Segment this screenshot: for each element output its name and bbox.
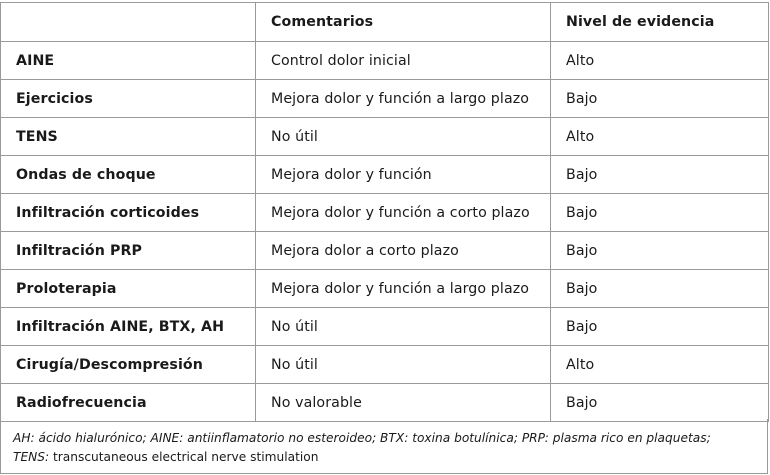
- treatment-cell: Infiltración corticoides: [1, 194, 256, 232]
- footnote-tens-abbr: TENS:: [13, 450, 50, 464]
- table-row: [1, 232, 769, 270]
- evidence-cell: Bajo: [551, 156, 769, 194]
- evidence-cell: Bajo: [551, 232, 769, 270]
- treatment-cell: AINE: [1, 42, 256, 80]
- table-row: [1, 118, 769, 156]
- treatment-cell: TENS: [1, 118, 256, 156]
- header-evidence-level: Nivel de evidencia: [551, 3, 769, 42]
- comment-cell: Mejora dolor a corto plazo: [256, 232, 551, 270]
- treatment-cell: Ejercicios: [1, 80, 256, 118]
- comment-cell: Mejora dolor y función a largo plazo: [256, 270, 551, 308]
- comment-cell: Mejora dolor y función: [256, 156, 551, 194]
- table-row: [1, 80, 769, 118]
- comment-cell: No útil: [256, 346, 551, 384]
- table-row: [1, 42, 769, 80]
- table-row: [1, 156, 769, 194]
- table-row: [1, 308, 769, 346]
- evidence-cell: Bajo: [551, 194, 769, 232]
- header-comments: Comentarios: [256, 3, 551, 42]
- comment-cell: No valorable: [256, 384, 551, 422]
- comment-cell: No útil: [256, 118, 551, 156]
- evidence-cell: Bajo: [551, 80, 769, 118]
- evidence-cell: Bajo: [551, 308, 769, 346]
- treatment-cell: Cirugía/Descompresión: [1, 346, 256, 384]
- header-treatment: [1, 3, 256, 42]
- footnote-tens-line: [13, 448, 755, 467]
- evidence-table: [0, 2, 769, 422]
- comment-cell: Control dolor inicial: [256, 42, 551, 80]
- table-row: [1, 384, 769, 422]
- comment-cell: No útil: [256, 308, 551, 346]
- table-row: [1, 346, 769, 384]
- treatment-cell: Infiltración AINE, BTX, AH: [1, 308, 256, 346]
- treatment-cell: Radiofrecuencia: [1, 384, 256, 422]
- table-footnote: [0, 419, 768, 474]
- table-header-row: [1, 3, 769, 42]
- evidence-cell: Alto: [551, 346, 769, 384]
- evidence-cell: Bajo: [551, 384, 769, 422]
- footnote-abbreviations-line: AH: ácido hialurónico; AINE: antiinflamatorio no esteroideo; BTX: toxina botulínica; PRP: plasma rico en plaquetas;: [13, 431, 711, 445]
- table-row: [1, 270, 769, 308]
- comment-cell: Mejora dolor y función a corto plazo: [256, 194, 551, 232]
- table-row: [1, 194, 769, 232]
- comment-cell: Mejora dolor y función a largo plazo: [256, 80, 551, 118]
- treatment-cell: Proloterapia: [1, 270, 256, 308]
- evidence-cell: Alto: [551, 118, 769, 156]
- evidence-cell: Bajo: [551, 270, 769, 308]
- footnote-tens-definition: transcutaneous electrical nerve stimulation: [49, 450, 319, 464]
- treatment-cell: Ondas de choque: [1, 156, 256, 194]
- treatment-cell: Infiltración PRP: [1, 232, 256, 270]
- evidence-cell: Alto: [551, 42, 769, 80]
